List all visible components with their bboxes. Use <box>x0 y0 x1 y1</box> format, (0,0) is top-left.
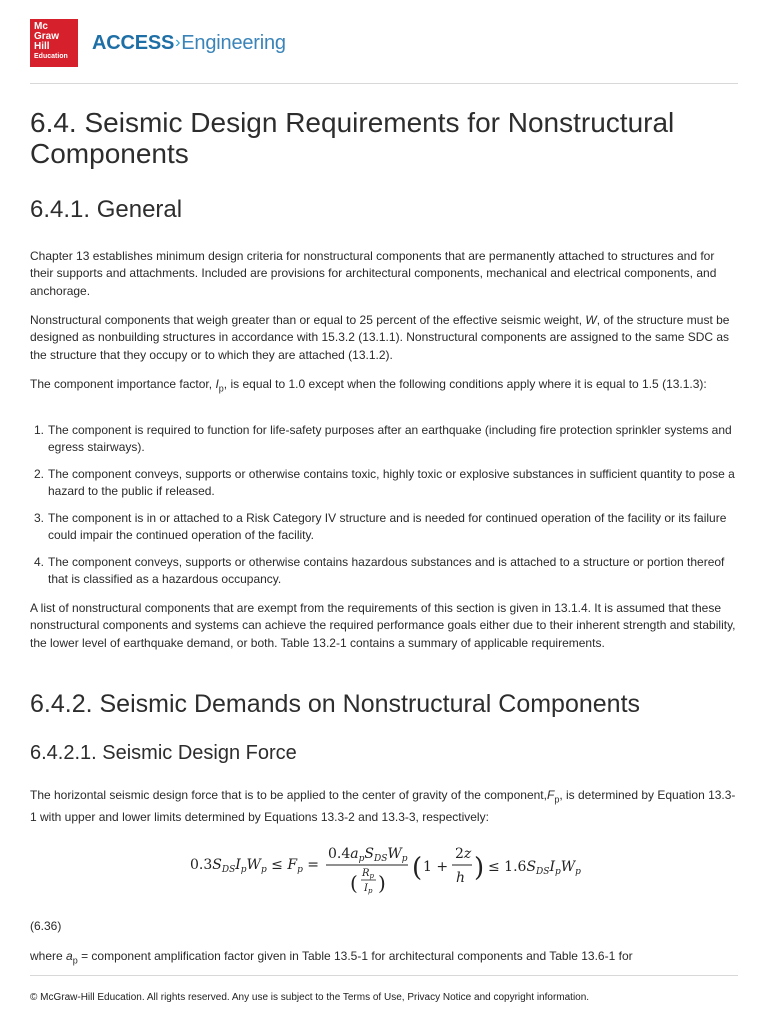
symbol-i: I <box>215 377 219 391</box>
logo-line: Education <box>34 53 68 60</box>
copyright-footer: © McGraw-Hill Education. All rights reserved. Any use is subject to the Terms of Use, Privacy Notice and copyright information. <box>30 992 590 1003</box>
subsection-heading-design-force: 6.4.2.1. Seismic Design Force <box>30 742 297 764</box>
logo-line: Hill <box>34 41 50 52</box>
list-item <box>30 466 740 501</box>
svg-text:(: ( <box>350 871 358 895</box>
brand-access: ACCESS <box>92 31 175 54</box>
svg-text:0.3SDSIpWp ≤ Fp =: $0.3S_{DS}I_pW_p \le F_p$ = <box>190 857 320 875</box>
mcgraw-hill-logo[interactable] <box>30 19 78 67</box>
text: where <box>30 949 67 963</box>
subscript: p <box>218 383 224 394</box>
site-header <box>30 18 286 68</box>
svg-text:): ) <box>378 871 386 895</box>
text: Nonstructural components that weigh greater than or equal to 25 percent of the effective seismic weight, <box>30 313 586 327</box>
logo-line: Graw <box>34 31 60 42</box>
list-number: 3. <box>33 511 44 525</box>
text: = component amplification factor given in Table 13.5-1 for architectural components and Table 13.6-1 for <box>77 949 633 963</box>
list-text: The component conveys, supports or otherwise contains hazardous substances and is attached to a structure or portion thereof that is classified as a hazardous occupancy. <box>48 555 725 587</box>
brand-engineering: Engineering <box>181 31 286 54</box>
svg-text:h: h <box>456 870 466 886</box>
header-divider <box>30 83 738 84</box>
list-text: The component is required to function for life-safety purposes after an earthquake (including fire protection sprinkler systems and egress stairways). <box>48 423 732 455</box>
design-force-equation <box>190 840 590 898</box>
list-item <box>30 554 740 589</box>
list-number: 2. <box>33 467 44 481</box>
list-text: The component conveys, supports or otherwise contains toxic, highly toxic or explosive substances in sufficient quantity to pose a hazard to the public if released. <box>48 467 735 499</box>
svg-text:0.4apSDSWp: $0.4a_pS_{DS}W_p$ <box>328 846 408 864</box>
svg-text:Rp: $R_p$ <box>362 868 375 880</box>
list-number: 1. <box>33 423 44 437</box>
page-title: 6.4. Seismic Design Requirements for Nonstructural Components <box>30 107 675 169</box>
section-heading-demands: 6.4.2. Seismic Demands on Nonstructural Components <box>30 690 641 718</box>
svg-text:1 +: 1 + <box>423 859 449 875</box>
logo-line: Mc <box>34 21 48 32</box>
text: , is determined by Equation 13.3-1 with upper and lower limits determined by Equations 13.3-2 and 13.3-3, respectively: <box>30 788 736 824</box>
svg-text:(: ( <box>412 853 423 883</box>
svg-text:Ip: $I_p$ <box>364 883 373 895</box>
footer-divider <box>30 975 738 976</box>
paragraph-intro: Chapter 13 establishes minimum design criteria for nonstructural components that are permanently attached to structures and for their supports and attachments. Included are provisions for architectural components, mechanical and electrical components, and anchorage. <box>30 249 717 298</box>
paragraph-importance-factor <box>30 376 740 398</box>
text: , of the structure must be designed as nonbuilding structures in accordance with 15.3.2 (13.1.1). Nonstructural components are assigned to the same SDC as the structure that they occupy or to which they are attached (13.1.2). <box>30 313 730 362</box>
list-item <box>30 422 740 457</box>
svg-text:≤ 1.6SDSIpWp: ≤ $1.6S_{DS}I_pW_p$ <box>488 859 581 877</box>
text: , is equal to 1.0 except when the following conditions apply where it is equal to 1.5 (13.1.3): <box>223 377 707 391</box>
list-number: 4. <box>33 555 44 569</box>
svg-text:2z: 2z <box>455 846 472 862</box>
list-text: The component is in or attached to a Risk Category IV structure and is needed for continued operation of the facility or its failure could impair the continued operation of the facility. <box>48 511 727 543</box>
subscript: p <box>554 794 560 805</box>
brand-arrow-icon: › <box>175 34 181 51</box>
symbol-a: a <box>66 949 73 963</box>
access-engineering-logo[interactable] <box>92 32 286 55</box>
symbol-w: W <box>585 313 597 327</box>
subscript: p <box>72 955 78 966</box>
paragraph-where <box>30 948 740 970</box>
paragraph-design-force <box>30 787 740 826</box>
list-item <box>30 510 740 545</box>
text: The horizontal seismic design force that is to be applied to the center of gravity of the component, <box>30 788 547 802</box>
paragraph-weight <box>30 312 740 364</box>
paragraph-exemptions: A list of nonstructural components that are exempt from the requirements of this section is given in 13.1.4. It is assumed that these nonstructural components and systems can achieve the required performance goals either due to their inherent strength and stability, the lower level of earthquake demand, or both. Table 13.2-1 contains a summary of applicable requirements. <box>30 601 736 650</box>
symbol-f: F <box>546 788 555 802</box>
section-heading-general: 6.4.1. General <box>30 196 183 223</box>
text: The component importance factor, <box>30 377 216 391</box>
equation-number: (6.36) <box>30 919 62 933</box>
svg-text:): ) <box>474 853 485 883</box>
